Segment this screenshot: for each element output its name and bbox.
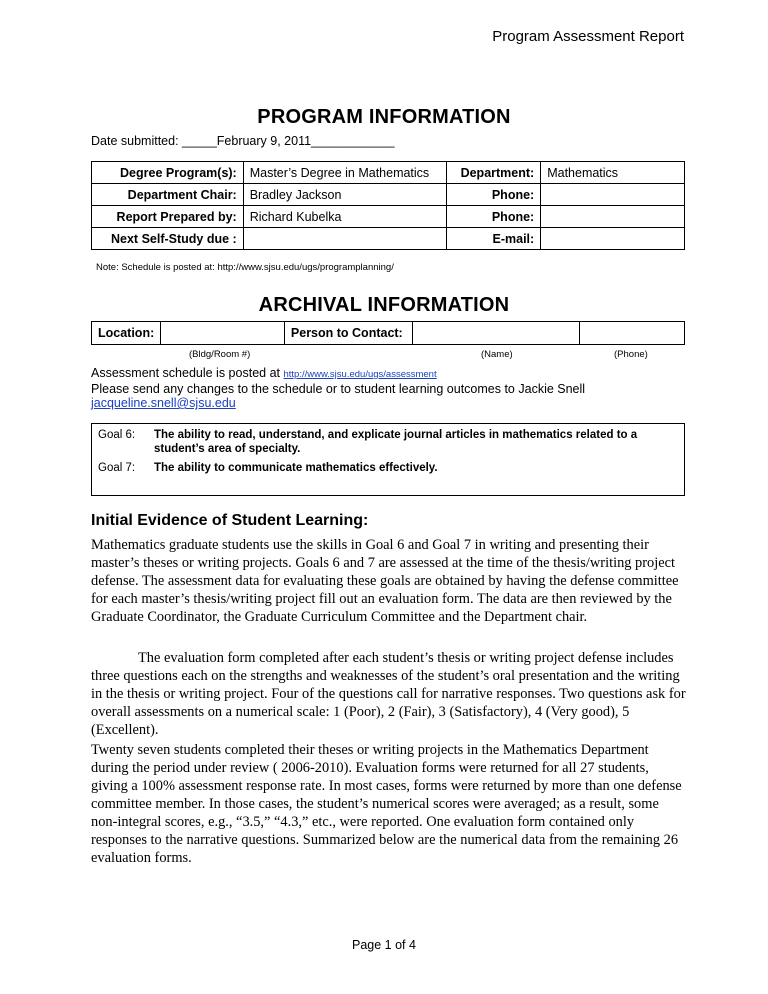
- archival-info-table: [91, 321, 685, 345]
- evidence-paragraph-1: Mathematics graduate students use the skills in Goal 6 and Goal 7 in writing and presenting their master’s theses or writing projects. Goals 6 and 7 are assessed at the time of the thesis/writing project defense. The assessment data for evaluating these goals are obtained by having the defense committee for each master’s thesis/writing project fill out an evaluation form. The data are then reviewed by the Graduate Coordinator, the Graduate Curriculum Committee and the Department chair.: [91, 537, 679, 625]
- email-value: [541, 228, 685, 250]
- contact-name-value: [412, 322, 580, 345]
- location-value: [161, 322, 285, 345]
- report-prepared-by-value: Richard Kubelka: [243, 206, 447, 228]
- schedule-note: Note: Schedule is posted at: http://www.sjsu.edu/ugs/programplanning/: [96, 262, 394, 273]
- department-label: Department:: [447, 162, 541, 184]
- schedule-posted-text: Assessment schedule is posted at: [91, 366, 284, 380]
- chair-phone-value: [541, 184, 685, 206]
- table-row: [92, 322, 685, 345]
- chair-phone-label: Phone:: [447, 184, 541, 206]
- report-prepared-by-label: Report Prepared by:: [92, 206, 244, 228]
- table-row: [92, 206, 685, 228]
- assessment-schedule: [91, 366, 585, 410]
- table-row: [92, 162, 685, 184]
- person-to-contact-label: Person to Contact:: [284, 322, 412, 345]
- schedule-posted-line: [91, 366, 585, 382]
- goal-6-number: Goal 6:: [98, 429, 136, 441]
- schedule-changes-text: Please send any changes to the schedule or to student learning outcomes to Jackie Snell: [91, 382, 586, 396]
- program-info-table: [91, 161, 685, 250]
- table-row: [92, 228, 685, 250]
- running-header: Program Assessment Report: [492, 28, 684, 45]
- program-information-title: PROGRAM INFORMATION: [257, 106, 511, 128]
- evidence-paragraph-3: Twenty seven students completed their theses or writing projects in the Mathematics Department during the period under review ( 2006-2010). Evaluation forms were returned for all 27 students, giving a 100% assessment response rate. In most cases, forms were returned by more than one defense committee member. In those cases, the student’s numerical scores were averaged; as a result, some non-integral scores, e.g., “3.5,” “4.3,” etc., were reported. One evaluation form contained only responses to the narrative questions. Summarized below are the numerical data from the remaining 26 evaluation forms.: [91, 742, 682, 866]
- next-self-study-value: [243, 228, 447, 250]
- assessment-link[interactable]: http://www.sjsu.edu/ugs/assessment: [283, 369, 437, 380]
- goal-7-number: Goal 7:: [98, 462, 136, 474]
- bldg-room-caption: (Bldg/Room #): [189, 349, 251, 360]
- department-chair-label: Department Chair:: [92, 184, 244, 206]
- goal-6-text: The ability to read, understand, and explicate journal articles in mathematics related to a student’s area of specialty.: [154, 429, 638, 455]
- department-chair-value: Bradley Jackson: [243, 184, 447, 206]
- name-caption: (Name): [481, 349, 513, 360]
- phone-caption: (Phone): [614, 349, 648, 360]
- evidence-paragraph-2: The evaluation form completed after each student’s thesis or writing project defense includes three questions each on the strengths and weaknesses of the student’s oral presentation and the writing in the thesis or writing project. Four of the questions call for narrative responses. Two questions ask for overall assessments on a numerical scale: 1 (Poor), 2 (Fair), 3 (Satisfactory), 4 (Very good), 5 (Excellent).: [91, 650, 686, 738]
- department-value: Mathematics: [541, 162, 685, 184]
- degree-program-label: Degree Program(s):: [92, 162, 244, 184]
- goal-6-row: [98, 428, 676, 456]
- location-label: Location:: [92, 322, 161, 345]
- archival-information-title: ARCHIVAL INFORMATION: [258, 294, 510, 316]
- email-label: E-mail:: [447, 228, 541, 250]
- date-submitted: Date submitted: _____February 9, 2011____________: [91, 134, 395, 148]
- goal-7-row: [98, 461, 676, 475]
- preparer-phone-label: Phone:: [447, 206, 541, 228]
- page-number: Page 1 of 4: [352, 938, 416, 952]
- email-link[interactable]: jacqueline.snell@sjsu.edu: [91, 396, 236, 410]
- goals-box: [91, 423, 685, 496]
- table-row: [92, 184, 685, 206]
- contact-phone-value: [580, 322, 685, 345]
- preparer-phone-value: [541, 206, 685, 228]
- evidence-heading: Initial Evidence of Student Learning:: [91, 512, 369, 529]
- degree-program-value: Master’s Degree in Mathematics: [243, 162, 447, 184]
- goal-7-text: The ability to communicate mathematics effectively.: [154, 462, 438, 474]
- next-self-study-label: Next Self-Study due :: [92, 228, 244, 250]
